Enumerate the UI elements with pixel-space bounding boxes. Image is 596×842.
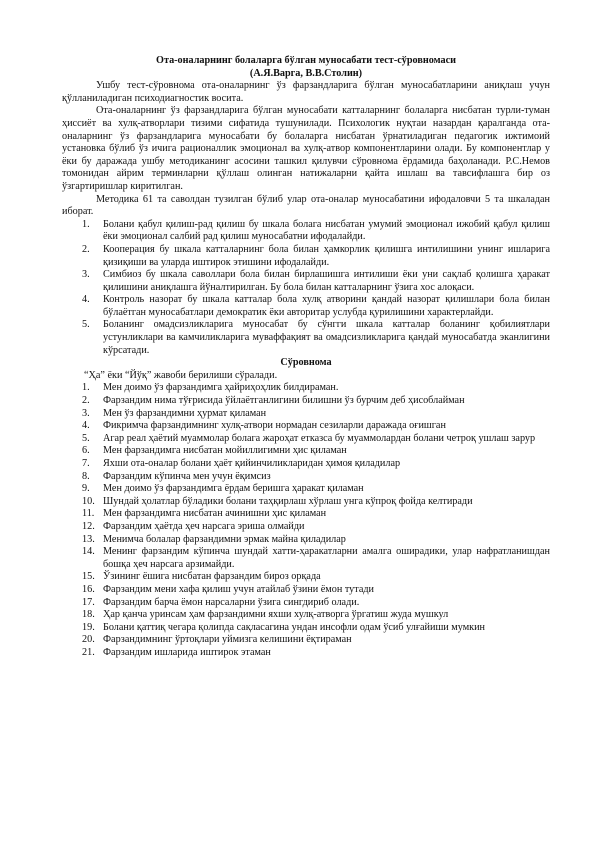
question-text: Менимча болалар фарзандимни эрмак майна қиладилар — [103, 533, 346, 545]
question-item — [62, 534, 550, 547]
question-text: Фарзандим барча ёмон нарсаларни ўзига сингдириб олади. — [103, 596, 360, 608]
list-item: 5. Боланинг омадсизликларига муносабат бу сўнгги шкала катталар боланинг қобилиятлари устунликлари ва камчиликларига муваффақият ва омадсизликларига қандай муносабатда эканлигини кўрсатади. — [82, 319, 550, 356]
question-text: Фарзандим мени хафа қилиш учун атайлаб ўзини ёмон тутади — [103, 583, 374, 595]
intro-paragraph-1: Ушбу тест-сўровнома ота-оналарнинг ўз фарзандларига бўлган муносабатларини аниқлаш учун қўлланиладиган психодиагностик восита. — [62, 80, 550, 104]
question-item — [62, 584, 550, 597]
question-text: Фикримча фарзандимнинг хулқ-атвори нормадан сезиларли даражада оғишган — [103, 420, 446, 432]
question-number: 5. — [82, 432, 90, 444]
question-item — [62, 408, 550, 421]
question-text: Фарзандимнинг ўртоқлари уймизга келишини ёқтираман — [103, 634, 352, 646]
question-item — [62, 634, 550, 647]
document-title: Ота-оналарнинг болаларга бўлган муносабати тест-сўровномаси — [156, 55, 456, 66]
question-number: 10. — [82, 495, 95, 507]
question-text: Ўзининг ёшига нисбатан фарзандим бироз орқада — [103, 571, 321, 583]
question-item — [62, 420, 550, 433]
question-number: 3. — [82, 407, 90, 419]
question-item — [62, 508, 550, 521]
question-item — [62, 471, 550, 484]
question-item — [62, 458, 550, 471]
question-text: Мен ўз фарзандимни ҳурмат қиламан — [103, 407, 267, 419]
question-number: 4. — [82, 420, 90, 432]
question-text: Шундай ҳолатлар бўладики болани таҳқирлаш хўрлаш унга кўпроқ фойда келтиради — [103, 495, 473, 507]
survey-heading: Сўровнома — [280, 357, 332, 369]
scales-list — [62, 219, 550, 358]
list-number: 1. — [82, 218, 90, 230]
question-item — [62, 546, 550, 571]
question-text: Фарзандим ишларида иштирок этаман — [103, 646, 271, 658]
list-item: 1. Болани қабул қилиш-рад қилиш бу шкала болага нисбатан умумий эмоционал ижобий қабул қилиш ёки эмоционал салбий рад қилиш муносабатни ифодалайди. — [82, 218, 550, 243]
question-text: Агар реал ҳаётий муаммолар болага жароҳат етказса бу муаммолардан болани четроқ ушлаш зарур — [103, 432, 536, 444]
question-item — [62, 496, 550, 509]
question-number: 2. — [82, 395, 90, 407]
question-number: 20. — [82, 634, 95, 646]
list-item: 2. Кооперация бу шкала катталарнинг бола билан ҳамкорлик қилишга интилишини унинг ишларига қизиқиши ва уларда иштирок этишини ифодалайди. — [82, 243, 550, 268]
question-text: Болани қаттиқ чегара қолипда сақласагина ундан инсофли одам ўсиб улғайиши мумкин — [103, 621, 485, 633]
question-number: 15. — [82, 571, 95, 583]
question-number: 7. — [82, 458, 90, 469]
list-number: 5. — [82, 319, 90, 331]
questions-list — [62, 382, 550, 659]
question-number: 14. — [82, 546, 95, 558]
question-number: 21. — [82, 646, 95, 658]
question-number: 13. — [82, 533, 95, 545]
list-number: 2. — [82, 243, 90, 255]
question-number: 12. — [82, 520, 95, 532]
question-item — [62, 433, 550, 446]
list-item: 4. Контроль назорат бу шкала катталар бола хулқ атворини қандай назорат қилишлари бола билан бўлаётган муносабатлари демократик ёки авторитар услубда қурилишини характерлайди. — [82, 294, 550, 318]
intro-paragraph-3: Методика 61 та саволдан тузилган бўлиб улар ота-оналар муносабатини ифодаловчи 5 та шкаладан иборат. — [62, 193, 550, 218]
question-item — [62, 609, 550, 622]
question-text: Мен фарзандимга нисбатан мойиллигимни ҳис қиламан — [103, 445, 347, 457]
question-item — [62, 597, 550, 610]
question-item — [62, 521, 550, 534]
question-text: Яхши ота-оналар болани ҳаёт қийинчиликларидан ҳимоя қиладилар — [103, 458, 401, 469]
question-item — [62, 445, 550, 458]
survey-instruction: “Ҳа” ёки “Йўқ” жавоби берилиши сўралади. — [84, 369, 278, 381]
question-item — [62, 395, 550, 408]
question-item — [62, 622, 550, 635]
question-text: Менинг фарзандим кўпинча шундай хатти-ҳаракатларни амалга оширадики, улар нафратланишдан бошқа ҳеч нарсага арзимайди. — [103, 546, 550, 570]
question-item — [62, 571, 550, 584]
question-text: Мен фарзандимга нисбатан ачинишни ҳис қиламан — [103, 508, 327, 520]
question-number: 11. — [82, 508, 95, 520]
list-number: 4. — [82, 294, 90, 306]
list-number: 3. — [82, 269, 90, 281]
question-text: Фарзандим ҳаётда ҳеч нарсага эриша олмайди — [103, 520, 305, 532]
question-number: 17. — [82, 596, 95, 608]
question-item — [62, 647, 550, 660]
question-text: Мен доимо ўз фарзандимга ҳайриҳоҳлик билдираман. — [103, 382, 339, 394]
question-item — [62, 483, 550, 496]
question-number: 16. — [82, 583, 95, 595]
question-number: 18. — [82, 609, 95, 621]
question-number: 9. — [82, 483, 90, 495]
intro-paragraph-2: Ота-оналарнинг ўз фарзандларига бўлган муносабати катталарнинг болаларга нисбатан турли-туман ҳиссиёт ва хулқ-атворлари тизими сифатида тушунилади. Психологик нуқтаи назардан қаралганда ота-оналарнинг ўз фарзандларига муносабати бу болаларга нисбатан ўрнатиладиган педагогик ижтимоий установка бўлиб ўз ичига рационаллик эмоционал ва хулқ-атвор компонентларини олади. Бу компонентлар у ёки бу даражада ушбу методиканинг асосини ташкил қилувчи сўровнома ёрдамида баҳоланади. Р.С.Немов томонидан айрим терминларни қўллаш олинган натижаларни қайта ишлаш ва тавсифлашга бир оз ўзгартиришлар киритилган. — [62, 105, 550, 192]
list-item: 3. Симбиоз бу шкала саволлари бола билан бирлашишга интилиши ёки уни сақлаб қолишга ҳаракат қилишини аниқлашга йўналтирилган. Бу бола билан катталарнинг ўзига хос алоқаси. — [82, 269, 550, 293]
question-number: 19. — [82, 621, 95, 633]
question-item — [62, 382, 550, 395]
question-number: 8. — [82, 470, 90, 482]
question-number: 6. — [82, 445, 90, 457]
document-authors: (А.Я.Варга, В.В.Столин) — [249, 67, 363, 79]
question-text: Фарзандим кўпинча мен учун ёқимсиз — [103, 470, 271, 482]
question-number: 1. — [82, 382, 90, 394]
question-text: Мен доимо ўз фарзандимга ёрдам беришга ҳаракат қиламан — [103, 483, 364, 495]
question-text: Ҳар қанча уринсам ҳам фарзандимни яхши хулқ-атворга ўргатиш жуда мушкул — [103, 609, 449, 621]
question-text: Фарзандим нима тўғрисида ўйлаётганлигини билишни ўз бурчим деб ҳисоблайман — [103, 395, 465, 407]
